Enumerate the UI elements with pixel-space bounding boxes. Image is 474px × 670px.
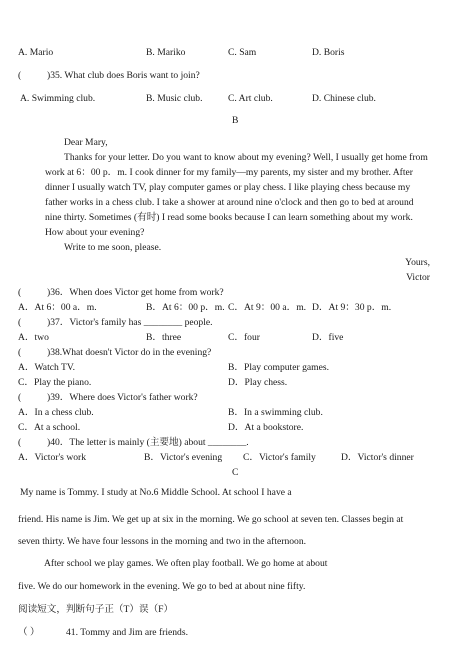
passage-line: friend. His name is Jim. We get up at six in the morning. We go school at seven ten. Classes begin at (18, 514, 404, 525)
letter-line: nine thirty. Sometimes (有时) I read some books because I can learn something about my work. (45, 212, 413, 223)
passage-line: five. We do our homework in the evening. We go to bed at about nine fifty. (18, 581, 306, 592)
letter-closing: Write to me soon, please. (64, 242, 162, 253)
q40-option-c: C．Victor's family (243, 452, 316, 463)
q36-option-c: C．At 9：00 a．m. (228, 302, 307, 313)
instruction-text: 阅读短文，判断句子正（T）误（F） (18, 604, 174, 615)
letter-line: dinner I usually watch TV, play computer games or play chess. I like playing chess because my (45, 182, 411, 193)
q34-option-a: A. Mario (18, 47, 54, 58)
q37-option-c: C．four (228, 332, 260, 343)
q40-option-d: D．Victor's dinner (341, 452, 414, 463)
q39-option-d: D．At a bookstore. (228, 422, 304, 433)
q34-option-d: D. Boris (312, 47, 345, 58)
q39-answer-blank: ( (18, 392, 22, 403)
q38-answer-blank: ( (18, 347, 22, 358)
q40-option-b: B．Victor's evening (144, 452, 223, 463)
q35-option-d: D. Chinese club. (312, 93, 376, 104)
q38-option-d: D．Play chess. (228, 377, 288, 388)
q41-statement: 41. Tommy and Jim are friends. (66, 627, 188, 638)
q39-option-a: A．In a chess club. (18, 407, 94, 418)
q40-answer-blank: ( (18, 437, 22, 448)
letter-line: father works in a chess club. I take a shower at around nine o'clock and then go to bed at around (45, 197, 414, 208)
q39-question: )39．Where does Victor's father work? (47, 392, 198, 403)
q37-answer-blank: ( (18, 317, 22, 328)
q37-option-a: A．two (18, 332, 49, 343)
q38-option-b: B．Play computer games. (228, 362, 329, 373)
letter-signature: Victor (406, 272, 430, 283)
q38-option-c: C．Play the piano. (18, 377, 92, 388)
letter-signoff: Yours, (405, 257, 430, 268)
q41-answer-blank: （ ） (18, 627, 40, 638)
q35-option-c: C. Art club. (228, 93, 273, 104)
q36-question: )36．When does Victor get home from work? (47, 287, 224, 298)
q40-question: )40．The letter is mainly (主要地) about ________. (47, 437, 249, 448)
q37-option-b: B．three (146, 332, 182, 343)
q37-question: )37．Victor's family has ________ people. (47, 317, 213, 328)
letter-line: work at 6：00 p．m. I cook dinner for my family—my parents, my sister and my brother. After (45, 167, 413, 178)
q39-option-b: B．In a swimming club. (228, 407, 323, 418)
q36-answer-blank: ( (18, 287, 22, 298)
q36-option-d: D．At 9：30 p．m. (312, 302, 392, 313)
q35-option-b: B. Music club. (146, 93, 203, 104)
q35-option-a: A. Swimming club. (20, 93, 96, 104)
q36-option-a: A．At 6：00 a．m. (18, 302, 97, 313)
q35-question: )35. What club does Boris want to join? (47, 70, 200, 81)
q36-option-b: B．At 6：00 p．m. (146, 302, 225, 313)
q37-option-d: D．five (312, 332, 344, 343)
q35-answer-blank: ( (18, 70, 22, 81)
letter-line: Thanks for your letter. Do you want to know about my evening? Well, I usually get home from (64, 152, 428, 163)
section-b-label: B (232, 115, 239, 126)
q38-option-a: A．Watch TV. (18, 362, 75, 373)
passage-line: My name is Tommy. I study at No.6 Middle School. At school I have a (20, 487, 292, 498)
q34-option-b: B. Mariko (146, 47, 186, 58)
passage-line: seven thirty. We have four lessons in the morning and two in the afternoon. (18, 536, 307, 547)
q34-option-c: C. Sam (228, 47, 257, 58)
q38-question: )38.What doesn't Victor do in the evening? (47, 347, 212, 358)
q39-option-c: C．At a school. (18, 422, 81, 433)
passage-line: After school we play games. We often play football. We go home at about (44, 558, 328, 569)
letter-greeting: Dear Mary, (64, 137, 108, 148)
letter-line: How about your evening? (45, 227, 145, 238)
q40-option-a: A．Victor's work (18, 452, 87, 463)
section-c-label: C (232, 467, 239, 478)
